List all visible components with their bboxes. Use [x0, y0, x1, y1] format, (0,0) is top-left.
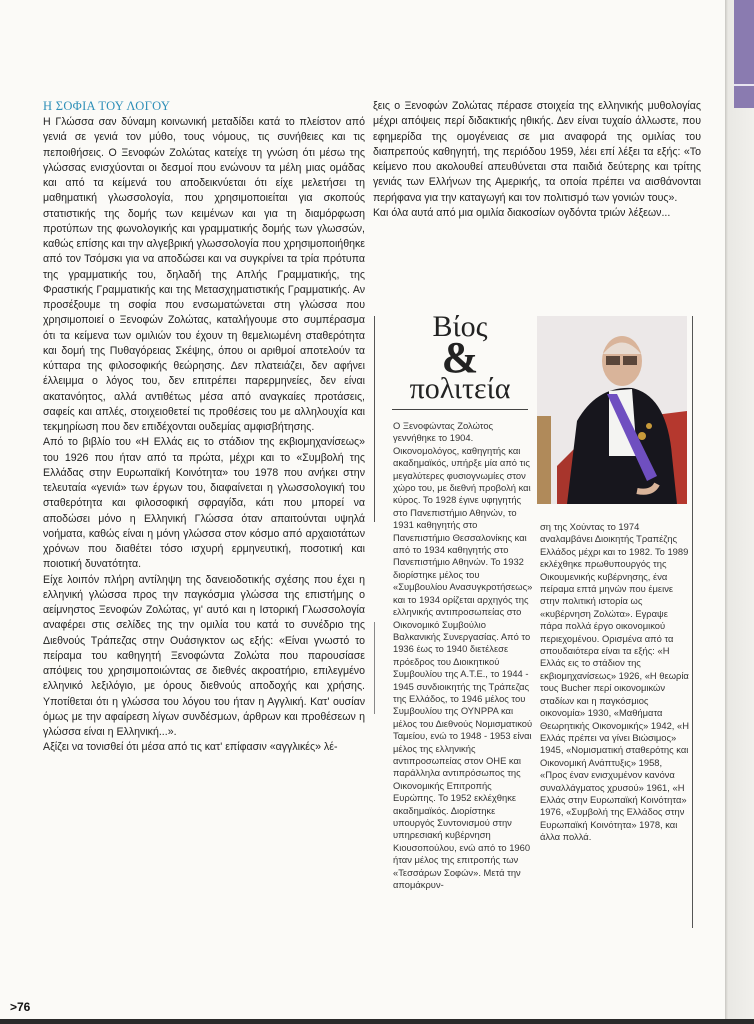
portrait-illustration — [537, 316, 687, 504]
page-number: >76 — [10, 1000, 31, 1014]
sidebar-title-line1: Βίος — [432, 310, 488, 343]
section-title: Η ΣΟΦΙΑ ΤΟΥ ΛΟΓΟΥ — [43, 99, 171, 113]
sidebar-title-ampersand: & — [441, 333, 479, 382]
portrait-photo — [537, 316, 687, 504]
biography-column-1 — [393, 420, 533, 891]
next-page-edge — [734, 0, 754, 108]
scan-bottom-edge — [0, 1019, 754, 1024]
page-gutter — [725, 0, 754, 1024]
sidebar-left-rule-lower — [374, 622, 375, 714]
biography-text: ση της Χούντας το 1974 αναλαμβάνει Διοικητής Τραπέζης Ελλάδος μέχρι και το 1982. Το 1989 εκλέχθηκε πρωθυπουργός της Οικουμενικής κυβέρνησης, ένα πείραμα επτά μηνών που έμεινε στην πολιτική ιστορία ως «κυβέρνηση Ζολώτα». Εγραψε πάρα πολλά έργο οικονομικού περιεχομένου. Ορισμένα από τα σπουδαιότερα είναι τα εξής: «Η Ελλάς εις το στάδιον της εκβιομηχανίσεως» 1926, «Η θεωρία τους Bucher περί οικονομικών σταδίων και η παγκόσμιος οικονομία» 1930, «Μαθήματα Θεωρητικής Οικονομικής» 1942, «Η Ελλάς πρέπει να γίνει Βιώσιμος» 1945, «Νομισματική σταθερότης και Οικονομική Ανάπτυξις» 1958, «Προς έναν ενισχυμένον κανόνα συναλλάγματος χρυσού» 1961, «Η Ελλάς στην Ευρωπαϊκή Κοινότητα» 1976, «Συμβολή της Ελλάδος στην Ευρωπαϊκή Κοινότητα» 1978, και άλλα πολλά. — [540, 521, 689, 843]
article-paragraph: Από το βιβλίο του «Η Ελλάς εις το στάδιον της εκβιομηχανίσεως» του 1926 που ήταν από τα πρώτα, μέχρι και το «Συμβολή της Ελλάδας στην Ευρωπαϊκή Κοινότητα» του 1978 που ανήκει στην τελευταία «γενιά» των έργων του, διαφαίνεται η γλωσσολογική του σταθερότητα και φιλοσοφική σφραγίδα, κάτι που μπορεί να αποδώσει μόνο η Ελληνική Γλώσσα όταν απαιτούνται υψηλά νοήματα, καθώς είναι η μόνη γλώσσα στον κόσμο από αρχαιοτάτων χρόνων που διαθέτει τόσο ισχυρή ερμηνευτική, ποσοτική και ποιοτική δυνατότητα. — [43, 436, 365, 571]
biography-text: Ο Ξενοφώντας Ζολώτος γεννήθηκε το 1904. Οικονομολόγος, καθηγητής και ακαδημαϊκός, υπήρξε μία από τις μεγαλύτερες φυσιογνωμίες στον χώρο του, με διεθνή προβολή και κύρος. Το 1928 έγινε υφηγητής στο Πανεπιστήμιο Αθηνών, το 1931 καθηγητής στο Πανεπιστήμιο Θεσσαλονίκης και από το 1934 καθηγητής στο Πανεπιστήμιο Αθηνών. Το 1932 διορίστηκε μέλος του «Συμβουλίου Ανασυγκροτήσεως» και το 1934 ορίζεται αρχηγός της ελληνικής αντιπροσωπείας στο Οικονομικό Συμβούλιο Βαλκανικής Συνεργασίας. Από το 1936 έως το 1940 διετέλεσε πρόεδρος του Διοικητικού Συμβουλίου της Α.Τ.Ε., το 1944 - 1945 συνδιοικητής της Τράπεζας της Ελλάδος, το 1946 μέλος του Συμβουλίου της ΟΥΝΡΡΑ και μέλος του Διεθνούς Νομισματικού Ταμείου, ενώ το 1948 - 1953 είναι μέλος της ελληνικής αντιπροσωπείας στον ΟΗΕ και παράλληλα αντιπρόσωπος της Οικονομικής Επιτροπής Ευρώπης. Το 1952 εκλέχθηκε ακαδημαϊκός. Διορίστηκε υπουργός Συντονισμού στην υπηρεσιακή κυβέρνηση Κιουσοπούλου, ενώ από το 1960 ήταν μέλος της επιτροπής των «Τεσσάρων Σοφών». Μετά την απομάκρυν- — [393, 420, 533, 891]
biography-column-2 — [540, 521, 690, 844]
article-paragraph: Είχε λοιπόν πλήρη αντίληψη της δανειοδοτικής σχέσης που έχει η ελληνική γλώσσα προς την παγκόσμια γλώσσα της επιστήμης ο αείμνηστος Ξενοφών Ζολώτας, γι' αυτό και η Ιστορική Γλωσσολογία αναφέρει στις σελίδες της την ομιλία του κατά το συνέδριο της Διεθνούς Τράπεζας στην Ουάσιγκτον ως εξής: «Είναι γνωστό το πείραμα του καθηγητή Ξενοφώντα Ζολώτα που παρουσίασε απόψεις του χρησιμοποιώντας σε διεθνές ακροατήριο, επιλεγμένο ελληνικό λεξιλόγιο, με όρους διεθνούς αποδοχής και χρήσης. Υποτίθεται ότι η γλώσσα του λόγου του ήταν η Αγγλική. Κατ' ουσίαν όμως με την αφαίρεση λίγων συνδέσμων, άρθρων και προθέσεων η γλώσσα είναι η Ελληνική...». — [43, 573, 365, 738]
sidebar-right-rule — [692, 316, 693, 928]
sidebar-title — [395, 312, 525, 404]
article-paragraph: Και όλα αυτά από μια ομιλία διακοσίων ογδόντα τριών λέξεων... — [373, 206, 671, 219]
article-column-right — [373, 99, 701, 221]
article-paragraph: Η Γλώσσα σαν δύναμη κοινωνική μεταδίδει κατά το πλείστον από γενιά σε γενιά τον μύθο, τους νόμους, τις συνήθειες και τις πεποιθήσεις. Ο Ξενοφών Ζολώτας κατείχε τη γνώση ότι μέσω της γλώσσας ενισχύονται οι δεσμοί που ενώνουν τα μέλη μιας ομάδας και από τα κείμενά του αποδεικνύεται ότι είχε μελετήσει τη μαθηματική γλωσσολογία, που χρησιμοποιείται για σκοπούς στατιστικής της δομής των κειμένων και για τη διαμόρφωση προτύπων της φωνολογικής και γραμματικής δομής των γλωσσών, καθώς επίσης και την αλγεβρική γλωσσολογία που χρησιμοποιήθηκε από τον Τσόμσκι για να αποδώσει και να συγκρίνει τα τρία πρότυπα της γραμματικής του, δηλαδή της Απλής Γραμματικής, της Φραστικής Γραμματικής και της Μετασχηματιστικής Γραμματικής. Αν προσέξουμε τη σοφία που ενσωματώνεται στη γλώσσα που χρησιμοποιεί ο Ξενοφών Ζολώτας, καταλήγουμε στο συμπέρασμα ότι τα κείμενα των ομιλιών του έχουν τη θεμελιωμένη σταθερότητα και δομή της Πυθαγόρειας Σκέψης, όπου οι αριθμοί αποτελούν τα κύτταρα της φιλοσοφικής θεώρησης. Δεν πλατειάζει, δεν αφήνει έλλειμμα ο λόγος του, δεν επιτρέπει παρερμηνείες, δεν είναι ακατανόητος, αλλά αντιθέτως μέσα από αναγκαίες προτάσεις, σαφείς και απλές, στοιχειοθετεί τις προθέσεις του με αλληλουχία και τεκμηρίωση που δεν επιδέχονται ουδεμίας αμφισβήτησης. — [43, 116, 365, 433]
sidebar-title-line2: πολιτεία — [409, 372, 511, 405]
article-column-left — [43, 99, 365, 756]
edge-stripe — [734, 84, 754, 86]
article-paragraph: Αξίζει να τονισθεί ότι μέσα από τις κατ' επίφασιν «αγγλικές» λέ- — [43, 741, 338, 754]
article-paragraph: ξεις ο Ξενοφών Ζολώτας πέρασε στοιχεία της ελληνικής μυθολογίας μέχρι απόψεις περί διδακτικής ηθικής. Δεν είναι τυχαίο άλλωστε, που εφημερίδα της ομογένειας σε μια αναφορά της ομιλίας του διαπρεπούς καθηγητή, της περιόδου 1959, λέει επί λέξει τα εξής: «Το κείμενο που ακολουθεί απευθύνεται στα παιδιά δεύτερης και τρίτης γενιάς των Ελλήνων της Αμερικής, τα οποία πρέπει να αισθάνονται περήφανα για την καταγωγή και τον πολιτισμό των γονιών τους». — [373, 100, 701, 204]
sidebar-left-rule — [374, 316, 375, 522]
sidebar-title-rule — [392, 409, 528, 410]
